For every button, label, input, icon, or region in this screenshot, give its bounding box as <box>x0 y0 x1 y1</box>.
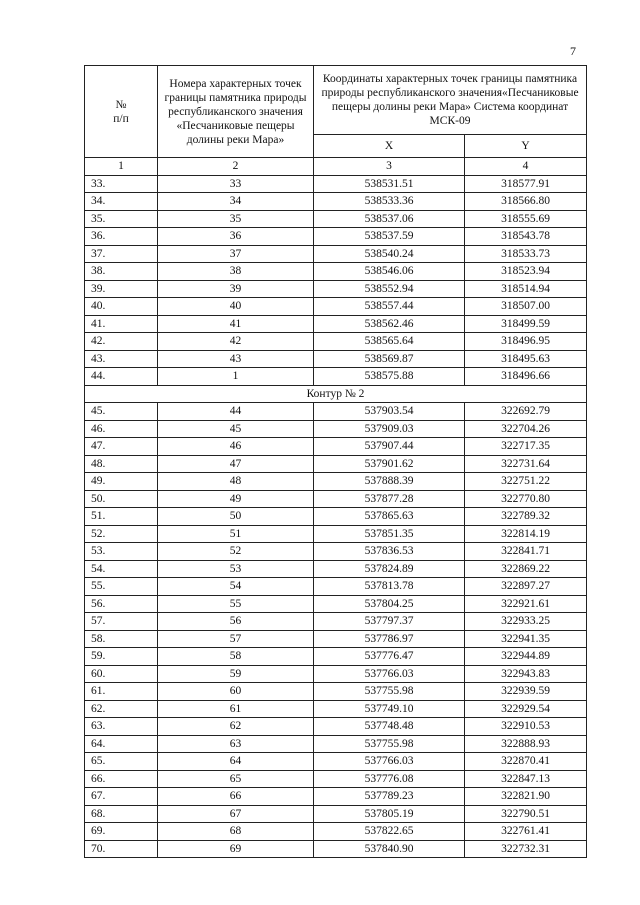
index-row <box>85 158 587 176</box>
point-number-cell: 51 <box>158 525 314 543</box>
contour-label: Контур № 2 <box>85 385 587 403</box>
row-number-cell: 67. <box>85 788 158 806</box>
table-row <box>85 735 587 753</box>
row-number-cell: 41. <box>85 315 158 333</box>
table-row <box>85 228 587 246</box>
x-coordinate-cell: 537789.23 <box>314 788 465 806</box>
point-number-cell: 59 <box>158 665 314 683</box>
x-coordinate-cell: 538562.46 <box>314 315 465 333</box>
index-cell: 3 <box>314 158 465 176</box>
point-number-cell: 49 <box>158 490 314 508</box>
row-number-cell: 45. <box>85 403 158 421</box>
y-coordinate-cell: 318577.91 <box>465 175 587 193</box>
x-coordinate-cell: 537877.28 <box>314 490 465 508</box>
x-coordinate-cell: 538531.51 <box>314 175 465 193</box>
row-number-cell: 42. <box>85 333 158 351</box>
x-coordinate-cell: 537851.35 <box>314 525 465 543</box>
point-number-cell: 40 <box>158 298 314 316</box>
table-row <box>85 193 587 211</box>
point-number-cell: 35 <box>158 210 314 228</box>
x-coordinate-cell: 538575.88 <box>314 368 465 386</box>
point-number-cell: 1 <box>158 368 314 386</box>
row-number-cell: 70. <box>85 840 158 858</box>
table-row <box>85 263 587 281</box>
y-coordinate-cell: 318495.63 <box>465 350 587 368</box>
table-row <box>85 648 587 666</box>
point-number-cell: 37 <box>158 245 314 263</box>
x-coordinate-cell: 537888.39 <box>314 473 465 491</box>
table-row <box>85 630 587 648</box>
x-coordinate-cell: 537824.89 <box>314 560 465 578</box>
index-cell: 1 <box>85 158 158 176</box>
point-number-cell: 56 <box>158 613 314 631</box>
y-coordinate-cell: 318514.94 <box>465 280 587 298</box>
table-row <box>85 350 587 368</box>
x-coordinate-cell: 537903.54 <box>314 403 465 421</box>
contour-row <box>85 385 587 403</box>
row-number-cell: 37. <box>85 245 158 263</box>
x-coordinate-cell: 537901.62 <box>314 455 465 473</box>
table-row <box>85 665 587 683</box>
row-number-cell: 52. <box>85 525 158 543</box>
table-row <box>85 210 587 228</box>
y-coordinate-cell: 322732.31 <box>465 840 587 858</box>
point-number-cell: 57 <box>158 630 314 648</box>
x-coordinate-cell: 538540.24 <box>314 245 465 263</box>
point-number-cell: 50 <box>158 508 314 526</box>
x-coordinate-cell: 537909.03 <box>314 420 465 438</box>
table-row <box>85 525 587 543</box>
row-number-cell: 56. <box>85 595 158 613</box>
x-coordinate-cell: 537776.47 <box>314 648 465 666</box>
x-coordinate-cell: 537755.98 <box>314 735 465 753</box>
point-number-cell: 41 <box>158 315 314 333</box>
row-number-cell: 68. <box>85 805 158 823</box>
x-coordinate-cell: 537766.03 <box>314 753 465 771</box>
table-row <box>85 770 587 788</box>
table-row <box>85 543 587 561</box>
y-coordinate-cell: 322790.51 <box>465 805 587 823</box>
point-number-cell: 42 <box>158 333 314 351</box>
x-coordinate-cell: 538552.94 <box>314 280 465 298</box>
y-coordinate-cell: 322888.93 <box>465 735 587 753</box>
x-coordinate-cell: 538533.36 <box>314 193 465 211</box>
x-coordinate-cell: 538557.44 <box>314 298 465 316</box>
table-row <box>85 560 587 578</box>
row-number-cell: 62. <box>85 700 158 718</box>
y-coordinate-cell: 322731.64 <box>465 455 587 473</box>
point-number-cell: 53 <box>158 560 314 578</box>
row-number-cell: 33. <box>85 175 158 193</box>
y-coordinate-cell: 322847.13 <box>465 770 587 788</box>
point-number-cell: 62 <box>158 718 314 736</box>
table-row <box>85 613 587 631</box>
row-number-cell: 48. <box>85 455 158 473</box>
point-number-cell: 64 <box>158 753 314 771</box>
row-number-cell: 36. <box>85 228 158 246</box>
x-coordinate-cell: 537776.08 <box>314 770 465 788</box>
row-number-cell: 66. <box>85 770 158 788</box>
y-coordinate-cell: 322821.90 <box>465 788 587 806</box>
table-row <box>85 403 587 421</box>
point-number-cell: 65 <box>158 770 314 788</box>
table-row <box>85 578 587 596</box>
y-coordinate-cell: 322869.22 <box>465 560 587 578</box>
point-number-cell: 44 <box>158 403 314 421</box>
y-coordinate-cell: 322921.61 <box>465 595 587 613</box>
y-coordinate-cell: 322870.41 <box>465 753 587 771</box>
point-number-cell: 47 <box>158 455 314 473</box>
x-coordinate-cell: 537797.37 <box>314 613 465 631</box>
x-coordinate-cell: 537836.53 <box>314 543 465 561</box>
point-number-cell: 39 <box>158 280 314 298</box>
table-row <box>85 508 587 526</box>
y-coordinate-cell: 318496.95 <box>465 333 587 351</box>
y-coordinate-cell: 322943.83 <box>465 665 587 683</box>
y-coordinate-cell: 318507.00 <box>465 298 587 316</box>
point-number-cell: 48 <box>158 473 314 491</box>
y-coordinate-cell: 318555.69 <box>465 210 587 228</box>
point-number-cell: 63 <box>158 735 314 753</box>
y-coordinate-cell: 318523.94 <box>465 263 587 281</box>
point-number-cell: 60 <box>158 683 314 701</box>
y-coordinate-cell: 322704.26 <box>465 420 587 438</box>
table-row <box>85 753 587 771</box>
x-coordinate-cell: 537865.63 <box>314 508 465 526</box>
point-number-cell: 55 <box>158 595 314 613</box>
row-number-cell: 40. <box>85 298 158 316</box>
x-coordinate-cell: 537840.90 <box>314 840 465 858</box>
row-number-cell: 49. <box>85 473 158 491</box>
row-number-cell: 61. <box>85 683 158 701</box>
header-x: X <box>314 135 465 158</box>
coordinates-table <box>84 65 587 858</box>
x-coordinate-cell: 537805.19 <box>314 805 465 823</box>
point-number-cell: 46 <box>158 438 314 456</box>
table-row <box>85 718 587 736</box>
table-row <box>85 788 587 806</box>
row-number-cell: 34. <box>85 193 158 211</box>
x-coordinate-cell: 537813.78 <box>314 578 465 596</box>
x-coordinate-cell: 537748.48 <box>314 718 465 736</box>
point-number-cell: 54 <box>158 578 314 596</box>
y-coordinate-cell: 322910.53 <box>465 718 587 736</box>
header-y: Y <box>465 135 587 158</box>
row-number-cell: 53. <box>85 543 158 561</box>
y-coordinate-cell: 322717.35 <box>465 438 587 456</box>
y-coordinate-cell: 322814.19 <box>465 525 587 543</box>
row-number-cell: 38. <box>85 263 158 281</box>
table-row <box>85 333 587 351</box>
y-coordinate-cell: 318533.73 <box>465 245 587 263</box>
table-row <box>85 823 587 841</box>
x-coordinate-cell: 537749.10 <box>314 700 465 718</box>
point-number-cell: 34 <box>158 193 314 211</box>
point-number-cell: 33 <box>158 175 314 193</box>
x-coordinate-cell: 538569.87 <box>314 350 465 368</box>
x-coordinate-cell: 538537.06 <box>314 210 465 228</box>
row-number-cell: 51. <box>85 508 158 526</box>
row-number-cell: 64. <box>85 735 158 753</box>
y-coordinate-cell: 322841.71 <box>465 543 587 561</box>
header-coordinates: Координаты характерных точек границы памятника природы республиканского значения«Песчаниковые пещеры долины реки Мара» Система координат МСК-09 <box>314 66 587 135</box>
y-coordinate-cell: 322751.22 <box>465 473 587 491</box>
table-row <box>85 700 587 718</box>
table-row <box>85 805 587 823</box>
row-number-cell: 69. <box>85 823 158 841</box>
table-row <box>85 683 587 701</box>
y-coordinate-cell: 322939.59 <box>465 683 587 701</box>
table-row <box>85 840 587 858</box>
x-coordinate-cell: 538565.64 <box>314 333 465 351</box>
point-number-cell: 67 <box>158 805 314 823</box>
table-row <box>85 473 587 491</box>
row-number-cell: 65. <box>85 753 158 771</box>
table-row <box>85 420 587 438</box>
row-number-cell: 35. <box>85 210 158 228</box>
table-row <box>85 315 587 333</box>
x-coordinate-cell: 537822.65 <box>314 823 465 841</box>
point-number-cell: 68 <box>158 823 314 841</box>
row-number-cell: 57. <box>85 613 158 631</box>
row-number-cell: 46. <box>85 420 158 438</box>
row-number-cell: 59. <box>85 648 158 666</box>
row-number-cell: 54. <box>85 560 158 578</box>
row-number-cell: 55. <box>85 578 158 596</box>
row-number-cell: 39. <box>85 280 158 298</box>
table-row <box>85 368 587 386</box>
x-coordinate-cell: 537755.98 <box>314 683 465 701</box>
y-coordinate-cell: 322789.32 <box>465 508 587 526</box>
header-point-numbers: Номера характерных точек границы памятника природы республиканского значения «Песчаниковые пещеры долины реки Мара» <box>158 66 314 158</box>
y-coordinate-cell: 322897.27 <box>465 578 587 596</box>
point-number-cell: 58 <box>158 648 314 666</box>
page-number: 7 <box>570 44 576 58</box>
x-coordinate-cell: 537907.44 <box>314 438 465 456</box>
row-number-cell: 44. <box>85 368 158 386</box>
row-number-cell: 50. <box>85 490 158 508</box>
point-number-cell: 45 <box>158 420 314 438</box>
y-coordinate-cell: 322929.54 <box>465 700 587 718</box>
header-row-number: № п/п <box>85 66 158 158</box>
y-coordinate-cell: 322933.25 <box>465 613 587 631</box>
point-number-cell: 43 <box>158 350 314 368</box>
point-number-cell: 52 <box>158 543 314 561</box>
point-number-cell: 36 <box>158 228 314 246</box>
point-number-cell: 69 <box>158 840 314 858</box>
index-cell: 4 <box>465 158 587 176</box>
table-row <box>85 175 587 193</box>
point-number-cell: 38 <box>158 263 314 281</box>
table-row <box>85 245 587 263</box>
x-coordinate-cell: 537786.97 <box>314 630 465 648</box>
row-number-cell: 58. <box>85 630 158 648</box>
y-coordinate-cell: 318499.59 <box>465 315 587 333</box>
row-number-cell: 47. <box>85 438 158 456</box>
table-row <box>85 438 587 456</box>
y-coordinate-cell: 322944.89 <box>465 648 587 666</box>
y-coordinate-cell: 322770.80 <box>465 490 587 508</box>
x-coordinate-cell: 538546.06 <box>314 263 465 281</box>
table-row <box>85 298 587 316</box>
index-cell: 2 <box>158 158 314 176</box>
x-coordinate-cell: 537804.25 <box>314 595 465 613</box>
table-row <box>85 280 587 298</box>
row-number-cell: 43. <box>85 350 158 368</box>
table-row <box>85 595 587 613</box>
row-number-cell: 63. <box>85 718 158 736</box>
y-coordinate-cell: 322692.79 <box>465 403 587 421</box>
y-coordinate-cell: 318543.78 <box>465 228 587 246</box>
y-coordinate-cell: 318496.66 <box>465 368 587 386</box>
table-row <box>85 455 587 473</box>
x-coordinate-cell: 537766.03 <box>314 665 465 683</box>
table-row <box>85 490 587 508</box>
point-number-cell: 66 <box>158 788 314 806</box>
x-coordinate-cell: 538537.59 <box>314 228 465 246</box>
y-coordinate-cell: 322941.35 <box>465 630 587 648</box>
row-number-cell: 60. <box>85 665 158 683</box>
y-coordinate-cell: 318566.80 <box>465 193 587 211</box>
y-coordinate-cell: 322761.41 <box>465 823 587 841</box>
point-number-cell: 61 <box>158 700 314 718</box>
